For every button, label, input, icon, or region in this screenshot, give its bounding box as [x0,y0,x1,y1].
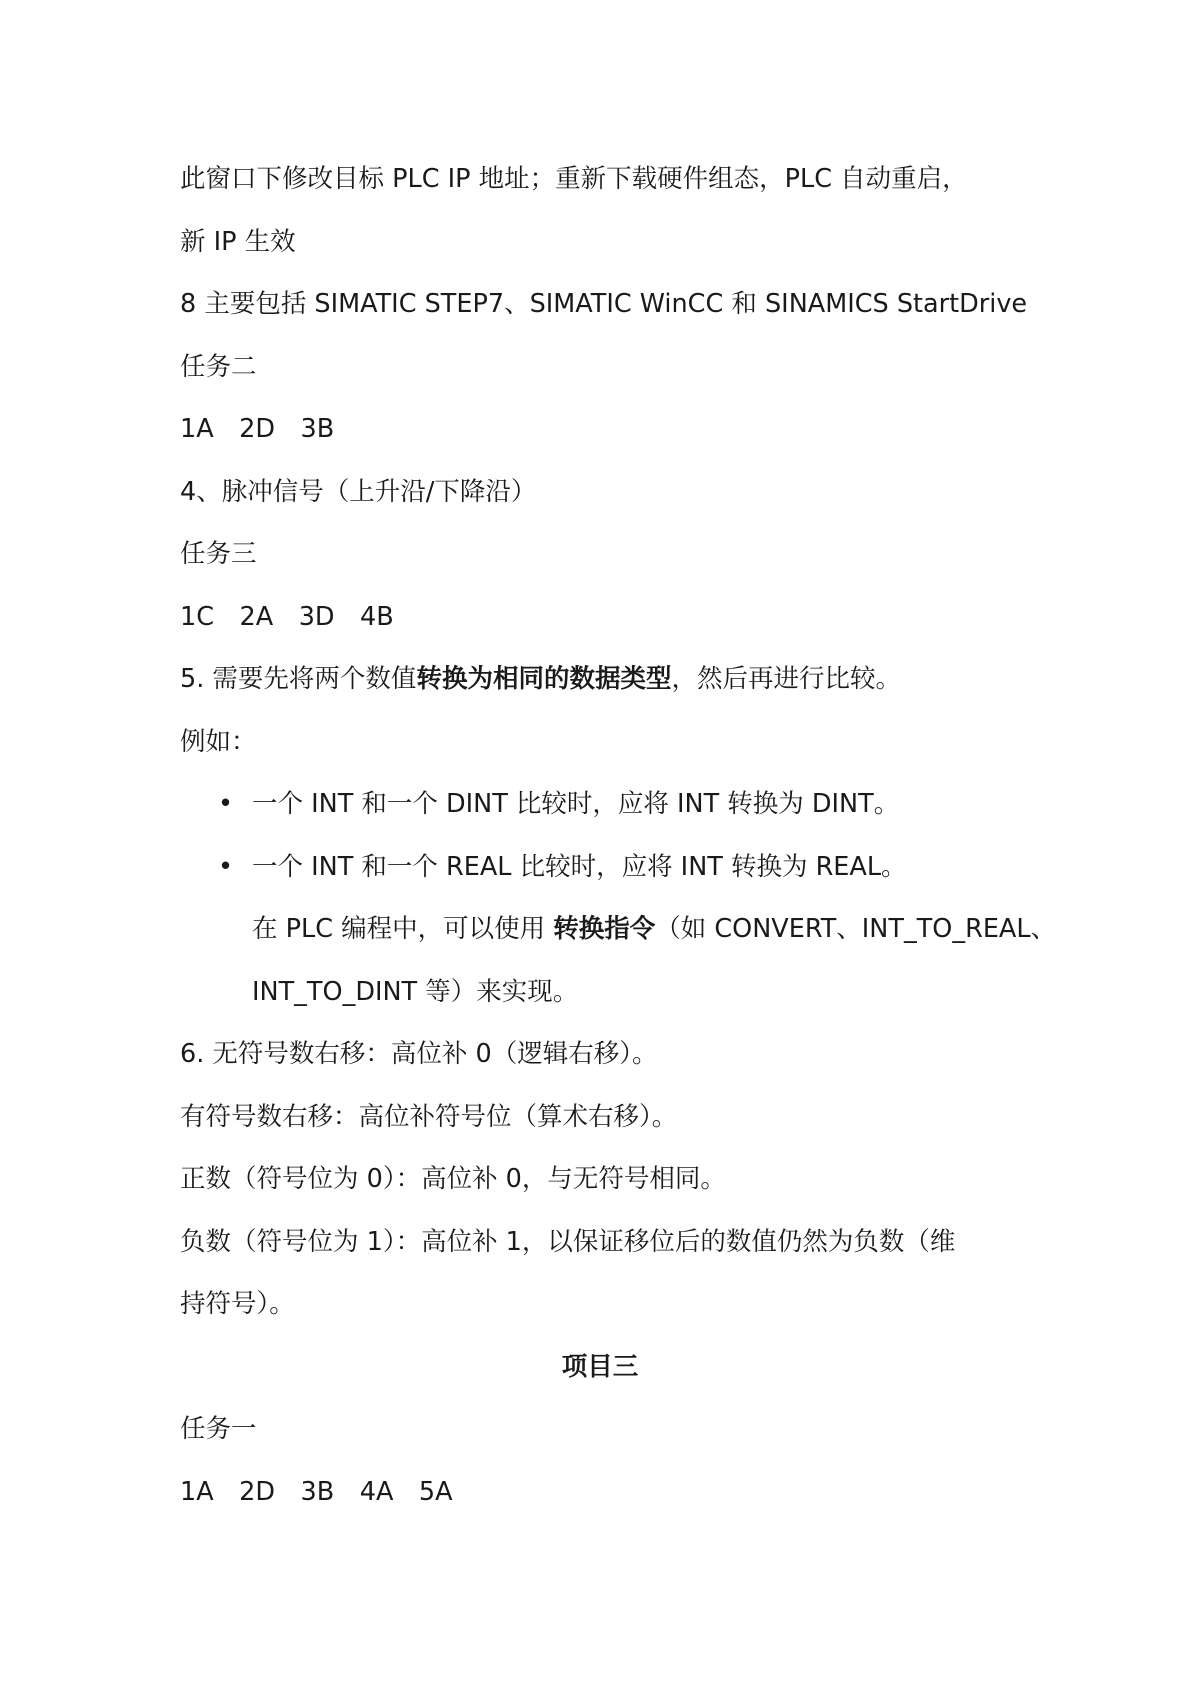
text-line [180,898,1057,961]
text-line: 8 主要包括 SIMATIC STEP7、SIMATIC WinCC 和 SINAMICS StartDrive [180,289,1028,319]
text-line: INT_TO_DINT 等）来实现。 [252,976,579,1007]
text-line: 4、脉冲信号（上升沿/下降沿） [180,476,537,507]
document-body [180,148,1057,1523]
answer-line: 1C 2A 3D 4B [180,601,394,632]
text-line: 6. 无符号数右移：高位补 0（逻辑右移）。 [180,1039,658,1069]
bold-text: 转换指令 [553,914,656,944]
text-line: 持符号）。 [180,1289,295,1319]
section-task-3: 任务三 [180,539,257,569]
bold-text: 转换为相同的数据类型 [416,664,672,694]
text-line: 负数（符号位为 1）：高位补 1，以保证移位后的数值仍然为负数（维 [180,1226,956,1257]
text-line [180,648,1020,711]
text-line: 有符号数右移：高位补符号位（算术右移）。 [180,1101,678,1132]
bullet-item [180,836,1020,899]
bullet-text: 一个 INT 和一个 DINT 比较时，应将 INT 转换为 DINT。 [252,789,900,819]
answer-line: 1A 2D 3B 4A 5A [180,1476,453,1507]
text-span: 5. 需要先将两个数值 [180,664,417,694]
section-task-2: 任务二 [180,351,257,382]
section-heading: 项目三 [561,1351,639,1382]
bullet-icon: • [218,789,234,819]
bullet-text: 一个 INT 和一个 REAL 比较时，应将 INT 转换为 REAL。 [252,851,907,882]
text-span: 在 PLC 编程中，可以使用 [252,914,554,944]
answer-line: 1A 2D 3B [180,414,335,444]
bullet-icon: • [218,851,234,882]
text-span: ，然后再进行比较。 [671,664,901,694]
text-line: 此窗口下修改目标 PLC IP 地址；重新下载硬件组态，PLC 自动重启， [180,164,968,194]
text-span: （如 CONVERT、INT_TO_REAL、 [655,914,1057,944]
text-line: 新 IP 生效 [180,226,296,257]
text-line: 正数（符号位为 0）：高位补 0，与无符号相同。 [180,1164,726,1194]
bullet-item [180,773,1020,836]
text-line: 例如： [180,726,257,757]
section-task-1: 任务一 [180,1414,257,1444]
